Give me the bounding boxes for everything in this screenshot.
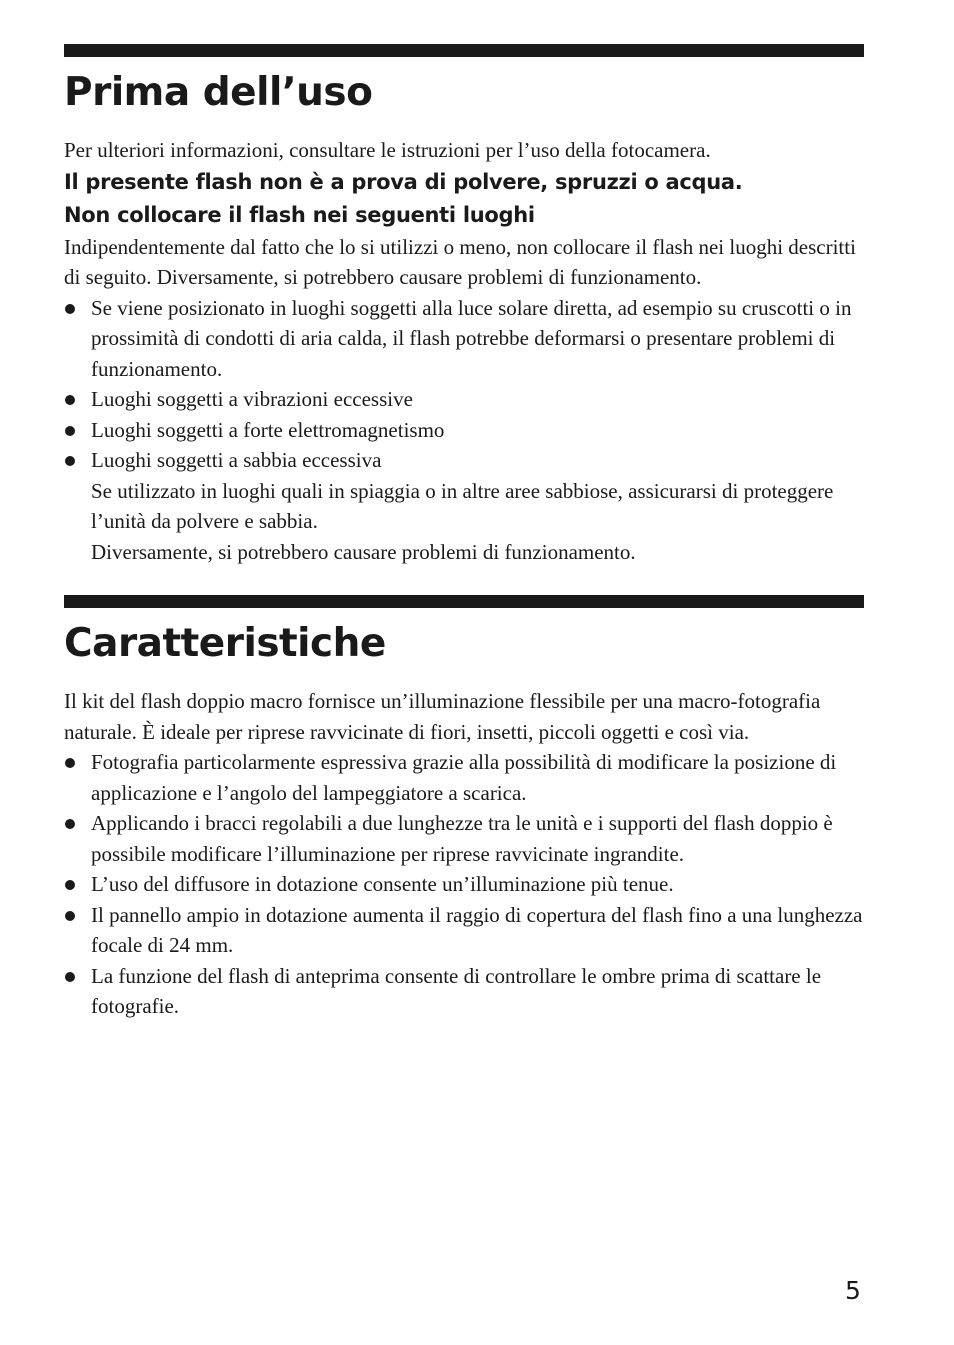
list-item [64,900,864,961]
bullet-icon [65,758,75,768]
bullet-icon [65,304,75,314]
list-item-text: L’uso del diffusore in dotazione consente un’illuminazione più tenue. [91,872,674,896]
list-item-text: Se viene posizionato in luoghi soggetti alla luce solare diretta, ad esempio su cruscotti o in prossimità di condotti di aria calda, il flash potrebbe deformarsi o presentare problemi di funzionamento. [91,295,852,381]
list-item-text: Applicando i bracci regolabili a due lunghezze tra le unità e i supporti del flash doppio è possibile modificare l’illuminazione per riprese ravvicinate ingrandite. [91,811,833,866]
bullet-icon [65,819,75,829]
list-item [64,869,864,900]
bullet-icon [65,911,75,921]
placement-paragraph: Indipendentemente dal fatto che lo si utilizzi o meno, non collocare il flash nei luoghi descritti di seguito. Diversamente, si potrebbero causare problemi di funzionamento. [64,234,856,289]
list-item [64,747,864,808]
list-item-text: Luoghi soggetti a sabbia eccessiva [91,448,382,472]
list-item-text: Fotografia particolarmente espressiva grazie alla possibilità di modificare la posizione di applicazione e l’angolo del lampeggiatore a scarica. [91,750,837,805]
list-item-detail: Diversamente, si potrebbero causare problemi di funzionamento. [91,539,636,564]
manual-page [64,0,864,1022]
warning-heading: Il presente flash non è a prova di polvere, spruzzi o acqua. [64,169,743,194]
section-rule [64,595,864,608]
placement-subheading: Non collocare il flash nei seguenti luoghi [64,202,535,227]
list-item-text: Luoghi soggetti a forte elettromagnetismo [91,417,445,442]
bullet-icon [65,880,75,890]
list-item [64,961,864,1022]
list-item-text: Luoghi soggetti a vibrazioni eccessive [91,387,413,411]
list-item-detail: Se utilizzato in luoghi quali in spiaggia o in altre aree sabbiose, assicurarsi di proteggere l’unità da polvere e sabbia. [91,478,834,533]
bullet-icon [65,395,75,405]
bullet-icon [65,426,75,436]
list-item [64,384,864,415]
placement-list [64,293,864,568]
list-item [64,808,864,869]
intro-text: Per ulteriori informazioni, consultare le istruzioni per l’uso della fotocamera. [64,138,711,162]
bullet-icon [65,972,75,982]
list-item [64,293,864,385]
list-item-text: La funzione del flash di anteprima consente di controllare le ombre prima di scattare le fotografie. [91,963,822,1018]
list-item [64,415,864,446]
section-title-features: Caratteristiche [64,621,386,666]
page-number: 5 [845,1276,861,1305]
section-rule [64,44,864,57]
bullet-icon [65,456,75,466]
features-list [64,747,864,1022]
list-item [64,445,864,567]
features-paragraph: Il kit del flash doppio macro fornisce un’illuminazione flessibile per una macro-fotografia naturale. È ideale per riprese ravvicinate di fiori, insetti, piccoli oggetti e così via. [64,689,821,744]
list-item-text: Il pannello ampio in dotazione aumenta il raggio di copertura del flash fino a una lunghezza focale di 24 mm. [91,902,863,957]
section-title-before-use: Prima dell’uso [64,70,373,115]
